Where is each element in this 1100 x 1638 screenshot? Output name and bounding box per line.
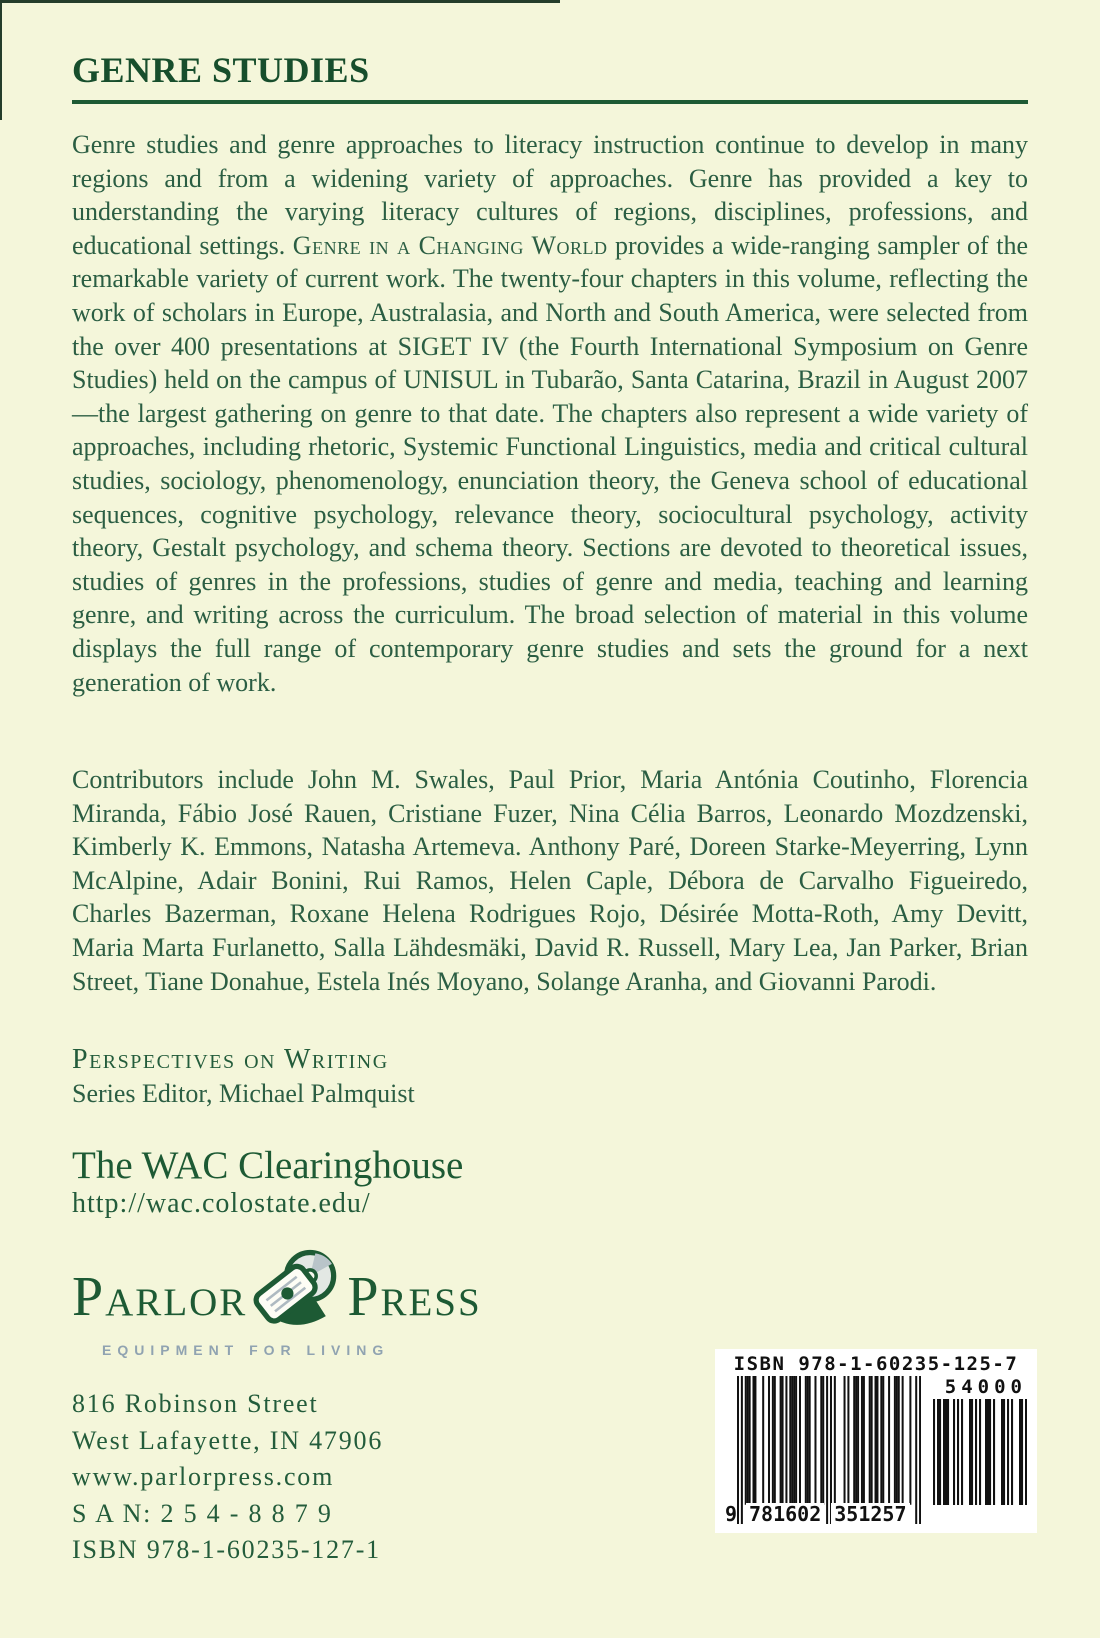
book-description [72, 128, 1028, 699]
publisher-logo-row [72, 1248, 482, 1345]
ean13-digits-right-group: 351257 [831, 1503, 909, 1525]
ean13-digit-lead: 9 [725, 1502, 738, 1526]
publisher-tagline: EQUIPMENT FOR LIVING [102, 1342, 390, 1359]
book-title-phrase: Genre in a Changing World [292, 230, 608, 260]
address-line-san: S A N: 2 5 4 - 8 8 7 9 [72, 1498, 333, 1528]
barcode-row [725, 1376, 1027, 1524]
series-editor: Series Editor, Michael Palmquist [72, 1079, 415, 1109]
publisher-name-right: Press [347, 1265, 482, 1328]
address-line-street: 816 Robinson Street [72, 1389, 319, 1419]
isbn-barcode-block [715, 1349, 1037, 1533]
ean13-digits [725, 1503, 921, 1525]
description-text-1: Genre studies and genre approaches to literacy instruction continue to develop in many regions and from a widening variety of approaches. Genre has provided a key to understanding the varying literacy cultures of regions, disciplines, professions, and educational settings. [72, 130, 1028, 260]
clearinghouse-url: http://wac.colostate.edu/ [72, 1188, 371, 1220]
scroll-and-disc-icon [249, 1244, 345, 1341]
address-line-website: www.parlorpress.com [72, 1462, 335, 1492]
title-rule [72, 100, 1028, 104]
supplement-bars [933, 1399, 1027, 1505]
barcode-isbn-text: ISBN 978-1-60235-125-7 [733, 1353, 1019, 1375]
description-text-2: provides a wide-ranging sampler of the remarkable variety of current work. The twenty-four chapters in this volume, reflecting the work of scholars in Europe, Australasia, and North and South America, were selected from the over 400 presentations at SIGET IV (the Fourth International Symposium on Genre Studies) held on the campus of UNISUL in Tubarão, Santa Catarina, Brazil in August 2007—the largest gathering on genre to that date. The chapters also represent a wide variety of approaches, including rhetoric, Systemic Functional Linguistics, media and critical cultural studies, sociology, phenomenology, enunciation theory, the Geneva school of educational sequences, cognitive psychology, relevance theory, sociocultural psychology, activity theory, Gestalt psychology, and schema theory. Sections are devoted to theoretical issues, studies of genres in the professions, studies of genre and media, teaching and learning genre, and writing across the curriculum. The broad selection of material in this volume displays the full range of contemporary genre studies and sets the ground for a next generation of work. [72, 230, 1028, 697]
clearinghouse-name: The WAC Clearinghouse [72, 1144, 464, 1188]
price-supplement-barcode [933, 1376, 1027, 1524]
series-block [72, 1044, 1028, 1112]
address-line-city: West Lafayette, IN 47906 [72, 1425, 384, 1455]
price-code: 54000 [944, 1376, 1027, 1398]
ean13-barcode [725, 1376, 921, 1524]
scan-edge-top [0, 0, 560, 3]
page-title: GENRE STUDIES [72, 50, 370, 90]
publisher-name-left: Parlor [72, 1265, 248, 1328]
ean13-digits-left-group: 781602 [746, 1503, 824, 1525]
series-name: Perspectives on Writing [72, 1044, 389, 1076]
clearinghouse-block [72, 1144, 1028, 1220]
contributors-paragraph: Contributors include John M. Swales, Paul Prior, Maria Antónia Coutinho, Florencia Miranda, Fábio José Rauen, Cristiane Fuzer, Nina Célia Barros, Leonardo Mozdzenski, Kimberly K. Emmons, Natasha Artemeva. Anthony Paré, Doreen Starke-Meyerring, Lynn McAlpine, Adair Bonini, Rui Ramos, Helen Caple, Débora de Carvalho Figueiredo, Charles Bazerman, Roxane Helena Rodrigues Rojo, Désirée Motta-Roth, Amy Devitt, Maria Marta Furlanetto, Salla Lähdesmäki, David R. Russell, Mary Lea, Jan Parker, Brian Street, Tiane Donahue, Estela Inés Moyano, Solange Aranha, and Giovanni Parodi. [72, 765, 1028, 996]
scan-edge-left [0, 0, 2, 120]
address-line-isbn: ISBN 978-1-60235-127-1 [72, 1535, 381, 1565]
